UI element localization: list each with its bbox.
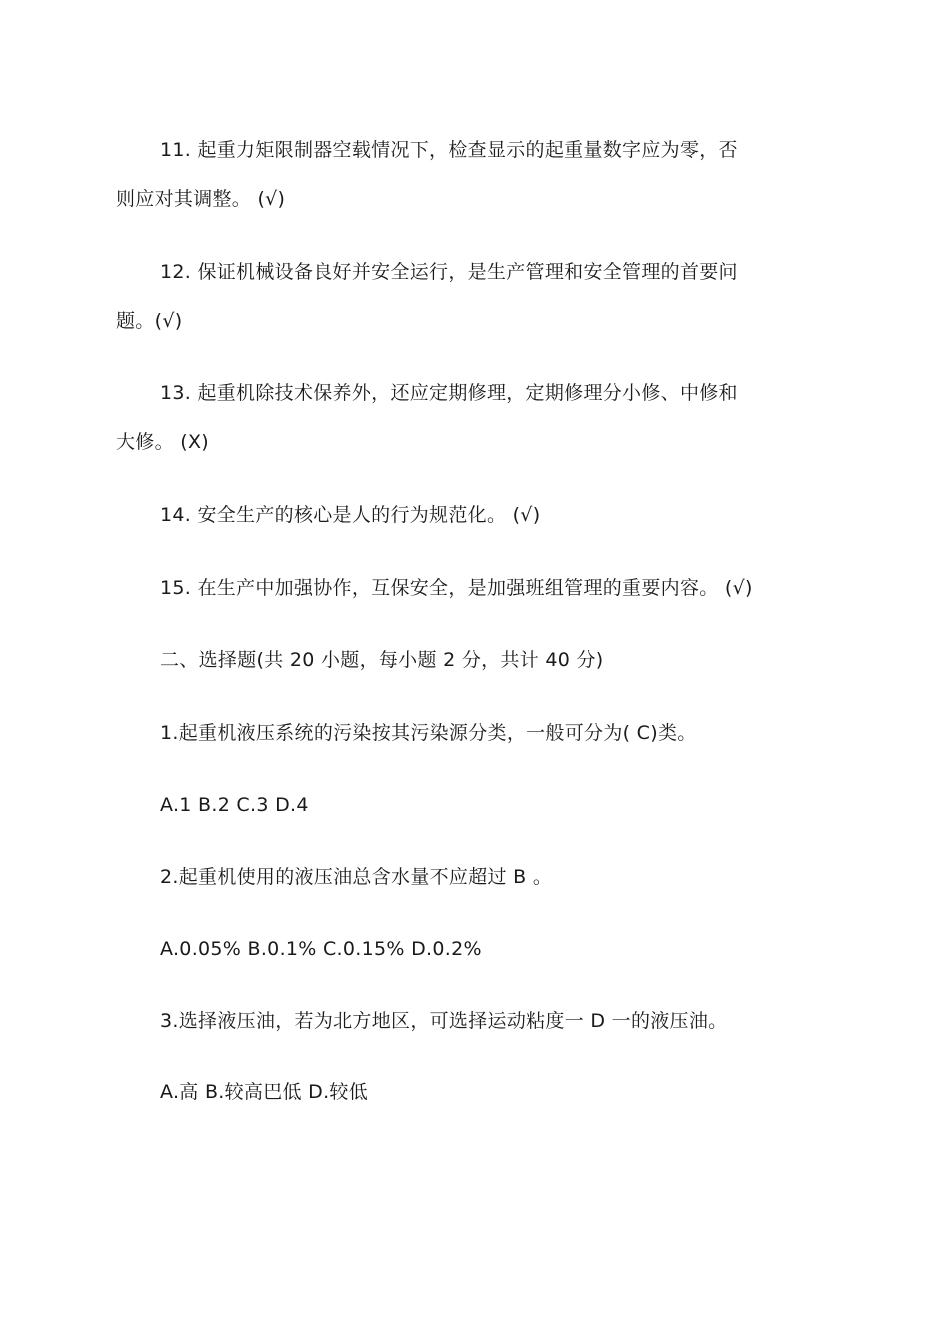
choice-question-2: 2.起重机使用的液压油总含水量不应超过 B 。 [160,866,553,888]
question-11-line-1: 11. 起重力矩限制器空载情况下，检查显示的起重量数字应为零，否 [160,139,738,161]
question-11-line-2: 则应对其调整。 (√) [116,188,286,210]
choice-question-1: 1.起重机液压系统的污染按其污染源分类，一般可分为( C)类。 [160,722,697,744]
question-13-line-1: 13. 起重机除技术保养外，还应定期修理，定期修理分小修、中修和 [160,382,738,404]
choice-question-3-options: A.高 B.较高巴低 D.较低 [160,1081,369,1103]
choice-question-3: 3.选择液压油，若为北方地区，可选择运动粘度一 D 一的液压油。 [160,1010,728,1032]
question-13-line-2: 大修。 (X) [116,431,209,453]
question-12-line-1: 12. 保证机械设备良好并安全运行，是生产管理和安全管理的首要问 [160,261,738,283]
choice-question-1-options: A.1 B.2 C.3 D.4 [160,794,309,816]
question-15: 15. 在生产中加强协作，互保安全，是加强班组管理的重要内容。 (√) [160,577,753,599]
question-12-line-2: 题。(√) [116,310,183,332]
section-heading-multiple-choice: 二、选择题(共 20 小题，每小题 2 分，共计 40 分) [160,649,604,671]
choice-question-2-options: A.0.05% B.0.1% C.0.15% D.0.2% [160,938,482,960]
question-14: 14. 安全生产的核心是人的行为规范化。 (√) [160,504,541,526]
